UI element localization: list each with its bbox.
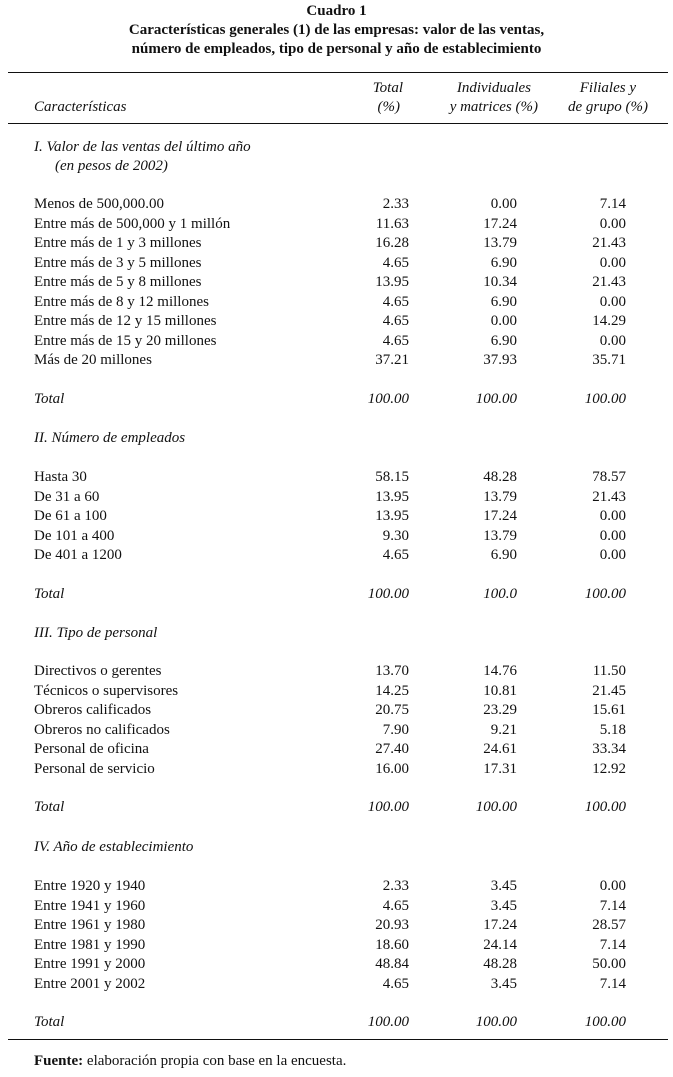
bottom-rule: [8, 1039, 668, 1040]
total-individuales: 100.0: [483, 586, 517, 602]
total-filiales: 100.00: [584, 586, 626, 602]
cell-total: 4.65: [382, 332, 409, 349]
total-row: [0, 798, 673, 817]
table-row: [0, 955, 673, 974]
caption-line-2: Características generales (1) de las empresas: valor de las ventas,: [128, 22, 545, 38]
table-row: [0, 682, 673, 701]
cell-individuales: 6.90: [490, 254, 517, 271]
row-label: Entre más de 3 y 5 millones: [34, 254, 202, 271]
cell-individuales: 6.90: [490, 293, 517, 310]
row-label: Obreros calificados: [34, 702, 152, 718]
cell-filiales: 33.34: [592, 741, 626, 757]
total-individuales: 100.00: [475, 391, 517, 407]
row-label: Más de 20 millones: [34, 352, 152, 368]
caption-line-3: número de empleados, tipo de personal y año de establecimiento: [131, 41, 542, 57]
cell-total: 4.65: [382, 293, 409, 310]
table-row: [0, 351, 673, 370]
cell-individuales: 6.90: [490, 547, 517, 563]
cell-total: 11.63: [375, 215, 409, 232]
total-label: Total: [34, 1014, 65, 1030]
cell-total: 9.30: [382, 527, 409, 544]
total-label: Total: [34, 586, 65, 602]
source-text: elaboración propia con base en la encuesta.: [86, 1053, 347, 1069]
table-row: [0, 740, 673, 759]
cell-total: 13.95: [375, 488, 409, 505]
cell-total: 2.33: [382, 196, 409, 212]
cell-total: 16.28: [375, 235, 409, 251]
row-label: Directivos o gerentes: [34, 663, 162, 679]
cell-individuales: 3.45: [490, 975, 517, 992]
cell-total: 58.15: [375, 469, 409, 485]
cell-filiales: 0.00: [599, 508, 626, 524]
row-label: De 401 a 1200: [34, 547, 122, 563]
cell-individuales: 9.21: [490, 721, 517, 738]
table-row: [0, 975, 673, 994]
cell-filiales: 21.45: [592, 682, 626, 699]
cell-filiales: 11.50: [592, 663, 626, 679]
cell-filiales: 0.00: [599, 527, 626, 544]
cell-total: 37.21: [375, 352, 409, 368]
cell-total: 18.60: [375, 936, 409, 953]
cell-individuales: 48.28: [483, 469, 517, 485]
table-row: [0, 546, 673, 565]
total-row: [0, 585, 673, 604]
section-title: [34, 138, 251, 176]
cell-filiales: 0.00: [599, 878, 626, 894]
source-note: [34, 1052, 346, 1071]
header-total: Total (%): [372, 80, 403, 115]
cell-total: 13.95: [375, 508, 409, 524]
section-subtitle: (en pesos de 2002): [55, 158, 168, 174]
row-label: Obreros no calificados: [34, 721, 170, 738]
table-row: [0, 877, 673, 896]
table-row: [0, 662, 673, 681]
row-label: Entre más de 8 y 12 millones: [34, 293, 209, 310]
row-label: Entre 1941 y 1960: [34, 897, 146, 914]
cell-total: 4.65: [382, 975, 409, 992]
table-row: [0, 527, 673, 546]
cell-filiales: 0.00: [599, 547, 626, 563]
cell-filiales: 7.14: [599, 196, 626, 212]
cell-individuales: 37.93: [483, 352, 517, 368]
cell-total: 13.95: [375, 274, 409, 290]
header-individuales: Individuales y matrices (%): [449, 80, 538, 115]
cell-individuales: 3.45: [490, 897, 517, 914]
section-title: [34, 624, 157, 643]
cell-total: 4.65: [382, 313, 409, 329]
section-title-text: IV. Año de establecimiento: [34, 839, 194, 855]
cell-filiales: 21.43: [592, 274, 626, 290]
cell-filiales: 7.14: [599, 897, 626, 914]
cell-total: 4.65: [382, 897, 409, 914]
cell-filiales: 35.71: [592, 352, 626, 368]
total-label: Total: [34, 391, 65, 407]
cell-individuales: 17.24: [483, 508, 517, 524]
total-label: Total: [34, 799, 65, 815]
cell-individuales: 13.79: [483, 488, 517, 505]
cell-individuales: 48.28: [483, 956, 517, 972]
table-row: [0, 507, 673, 526]
row-label: Entre 2001 y 2002: [34, 975, 146, 992]
cell-filiales: 28.57: [592, 917, 626, 933]
row-label: Entre más de 500,000 y 1 millón: [34, 215, 231, 232]
total-total: 100.00: [367, 391, 409, 407]
cell-individuales: 13.79: [483, 235, 517, 251]
cell-individuales: 0.00: [490, 313, 517, 329]
cell-individuales: 0.00: [490, 196, 517, 212]
source-label: Fuente:: [34, 1053, 84, 1069]
table-row: [0, 234, 673, 253]
cell-individuales: 17.31: [483, 760, 517, 777]
cell-total: 13.70: [375, 663, 409, 679]
row-label: Entre más de 5 y 8 millones: [34, 274, 202, 290]
cell-individuales: 17.24: [483, 917, 517, 933]
table-row: [0, 701, 673, 720]
row-label: Entre más de 15 y 20 millones: [34, 332, 217, 349]
row-label: Hasta 30: [34, 469, 87, 485]
table-row: [0, 254, 673, 273]
cell-total: 7.90: [382, 721, 409, 738]
cell-individuales: 17.24: [483, 215, 517, 232]
cell-filiales: 5.18: [599, 721, 626, 738]
cell-filiales: 21.43: [592, 235, 626, 251]
row-label: De 61 a 100: [34, 508, 107, 524]
cell-filiales: 21.43: [592, 488, 626, 505]
cell-total: 16.00: [375, 760, 409, 777]
cell-filiales: 0.00: [599, 293, 626, 310]
cell-individuales: 6.90: [490, 332, 517, 349]
table-row: [0, 916, 673, 935]
cell-total: 14.25: [375, 682, 409, 699]
row-label: Entre más de 1 y 3 millones: [34, 235, 202, 251]
section-title: [34, 838, 193, 857]
table-row: [0, 215, 673, 234]
row-label: Entre 1991 y 2000: [34, 956, 146, 972]
total-row: [0, 390, 673, 409]
row-label: Entre más de 12 y 15 millones: [34, 313, 217, 329]
table-row: [0, 721, 673, 740]
row-label: Entre 1981 y 1990: [34, 936, 146, 953]
cell-total: 48.84: [375, 956, 409, 972]
row-label: Personal de oficina: [34, 741, 149, 757]
cell-total: 20.75: [375, 702, 409, 718]
cell-filiales: 7.14: [599, 975, 626, 992]
row-label: De 31 a 60: [34, 488, 100, 505]
section-title: [34, 429, 185, 448]
table-row: [0, 312, 673, 331]
total-filiales: 100.00: [584, 799, 626, 815]
row-label: De 101 a 400: [34, 527, 115, 544]
row-label: Personal de servicio: [34, 760, 155, 777]
caption-line-1: Cuadro 1: [306, 3, 367, 19]
total-filiales: 100.00: [584, 1014, 626, 1030]
total-total: 100.00: [367, 586, 409, 602]
row-label: Entre 1961 y 1980: [34, 917, 146, 933]
cell-individuales: 10.34: [483, 274, 517, 290]
section-title-text: I. Valor de las ventas del último año: [34, 139, 251, 155]
cell-individuales: 3.45: [490, 878, 517, 894]
total-total: 100.00: [367, 799, 409, 815]
section-title-text: III. Tipo de personal: [34, 625, 158, 641]
cell-total: 27.40: [375, 741, 409, 757]
cell-individuales: 14.76: [483, 663, 517, 679]
total-individuales: 100.00: [475, 1014, 517, 1030]
cell-filiales: 15.61: [592, 702, 626, 718]
cell-filiales: 14.29: [592, 313, 626, 329]
header-characteristics: Características: [34, 99, 127, 115]
cell-individuales: 24.14: [483, 936, 517, 953]
table-row: [0, 760, 673, 779]
total-filiales: 100.00: [584, 391, 626, 407]
cell-total: 2.33: [382, 878, 409, 894]
table-row: [0, 332, 673, 351]
cell-total: 4.65: [382, 254, 409, 271]
header-rule: [8, 123, 668, 124]
cell-filiales: 0.00: [599, 332, 626, 349]
cell-individuales: 13.79: [483, 527, 517, 544]
row-label: Menos de 500,000.00: [34, 196, 164, 212]
cell-individuales: 10.81: [483, 682, 517, 699]
cell-filiales: 78.57: [592, 469, 626, 485]
cell-filiales: 0.00: [599, 215, 626, 232]
cell-individuales: 24.61: [483, 741, 517, 757]
cell-total: 4.65: [382, 547, 409, 563]
row-label: Técnicos o supervisores: [34, 682, 179, 699]
cell-filiales: 50.00: [592, 956, 626, 972]
table-row: [0, 293, 673, 312]
cell-individuales: 23.29: [483, 702, 517, 718]
total-individuales: 100.00: [475, 799, 517, 815]
total-total: 100.00: [367, 1014, 409, 1030]
cell-filiales: 7.14: [599, 936, 626, 953]
table-row: [0, 468, 673, 487]
table-row: [0, 936, 673, 955]
header-filiales: Filiales y de grupo (%): [568, 80, 648, 115]
row-label: Entre 1920 y 1940: [34, 878, 146, 894]
table-row: [0, 195, 673, 214]
table-row: [0, 488, 673, 507]
section-title-text: II. Número de empleados: [34, 430, 186, 446]
table-row: [0, 273, 673, 292]
cell-filiales: 12.92: [592, 760, 626, 777]
table-row: [0, 897, 673, 916]
cell-filiales: 0.00: [599, 254, 626, 271]
table-caption: [0, 2, 673, 59]
cell-total: 20.93: [375, 917, 409, 933]
total-row: [0, 1013, 673, 1032]
top-rule: [8, 72, 668, 73]
